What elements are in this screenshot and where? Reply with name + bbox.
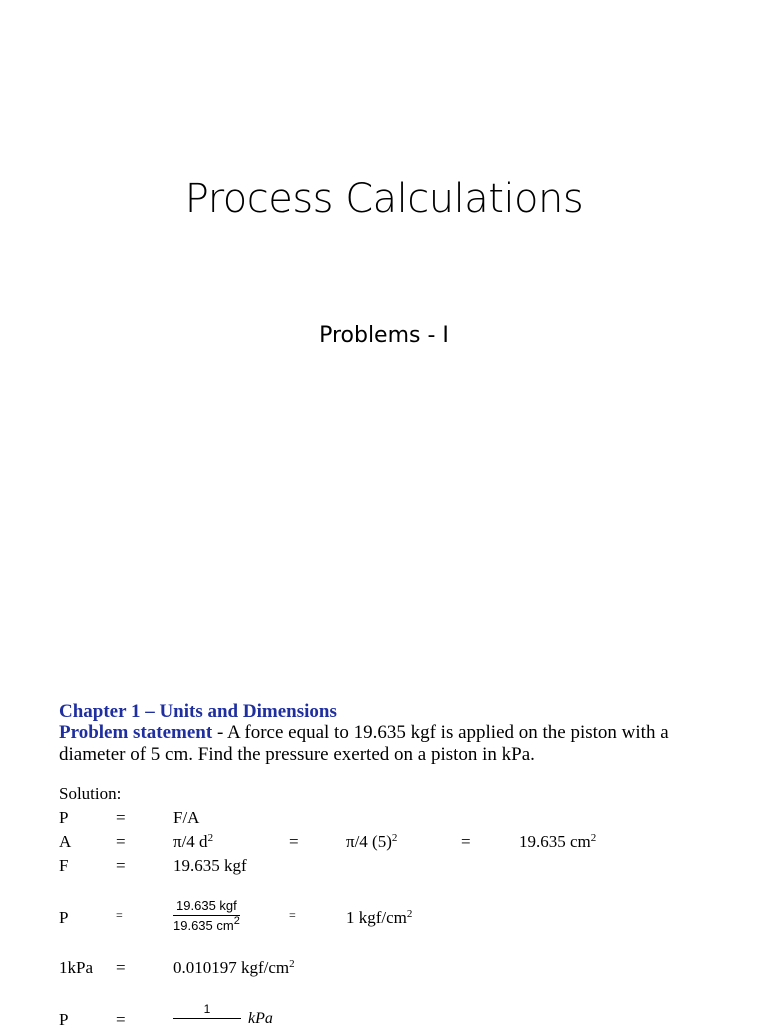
solution-row: [0, 958, 768, 982]
fraction-numerator: 19.635 kgf: [173, 898, 240, 916]
lhs: A: [59, 832, 72, 851]
area-substitution: π/4 $(5)^2$: [346, 832, 398, 851]
solution-row: [0, 908, 768, 932]
problem-lead: Problem statement: [59, 722, 213, 743]
lhs: P: [59, 908, 69, 927]
area-result: 19.635 $cm^2$: [519, 832, 597, 851]
pressure-result: 1 kgf/$cm^2$: [346, 908, 413, 927]
equals-sign: =: [116, 856, 126, 875]
solution-row: [0, 808, 768, 832]
solution-row: [0, 1010, 768, 1034]
area-formula: π/4 $d^2$: [173, 832, 214, 851]
kpa-fraction: [173, 1002, 241, 1019]
slide-title: Process Calculations: [184, 176, 584, 222]
equals-sign: =: [116, 808, 126, 827]
equals-sign: =: [289, 908, 296, 922]
equals-sign: =: [116, 908, 123, 922]
fraction-denominator: 19.635 $cm^2$: [173, 915, 240, 933]
lhs: F: [59, 856, 69, 875]
equals-sign: =: [289, 832, 299, 851]
lhs: 1kPa: [59, 958, 93, 977]
problem-statement: [59, 722, 709, 766]
lhs: P: [59, 808, 69, 827]
unit-kpa: kPa: [248, 1010, 273, 1027]
problem-text: - A force equal to 19.635 kgf is applied on the piston with a diameter of 5 cm. Find the pressure exerted on a piston in kPa.: [59, 722, 669, 765]
lhs: P: [59, 1010, 69, 1029]
rhs: F/A: [173, 808, 200, 827]
pressure-fraction: [173, 898, 240, 933]
chapter-heading: Chapter 1 – Units and Dimensions: [59, 701, 337, 722]
fraction-numerator: 1: [173, 1002, 241, 1019]
solution-row: [0, 832, 768, 856]
conversion-value: 0.010197 kgf/$cm^2$: [173, 958, 295, 977]
equals-sign: =: [116, 958, 126, 977]
solution-row: [0, 856, 768, 880]
equals-sign: =: [461, 832, 471, 851]
equals-sign: =: [116, 832, 126, 851]
equals-sign: =: [116, 1010, 126, 1029]
solution-label: Solution:: [59, 784, 122, 803]
slide-subtitle: Problems - I: [319, 323, 449, 348]
rhs: 19.635 kgf: [173, 856, 247, 875]
